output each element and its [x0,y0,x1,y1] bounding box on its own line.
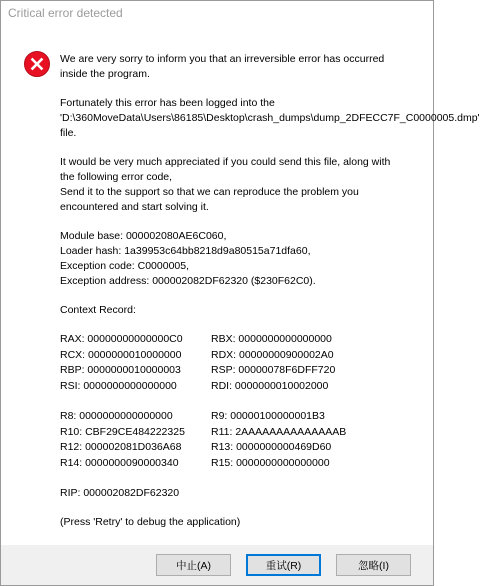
register-value: R13: 0000000000469D60 [211,441,332,453]
request-text: It would be very much appreciated if you could send this file, along with the following error code, Send it to the support so that we can reproduce the problem you encountered and start solving it. [60,156,391,213]
register-value: R8: 0000000000000000 [60,410,173,422]
register-value: R15: 0000000000000000 [211,456,330,469]
register-value: R9: 00000100000001B3 [211,410,325,422]
register-value: R12: 000002081D036A68 [60,441,182,453]
register-value: RSI: 0000000000000000 [60,379,177,392]
title-bar[interactable] [1,1,433,27]
intro-text: We are very sorry to inform you that an irreversible error has occurred inside the program. [60,53,388,80]
ignore-button[interactable]: 忽略(I) [336,554,411,576]
register-value: RBP: 0000000010000003 [60,364,181,376]
register-value: RAX: 00000000000000C0 [60,333,183,345]
register-value: RSP: 00000078F6DFF720 [211,364,336,376]
abort-button[interactable]: 中止(A) [156,554,231,576]
register-value: R11: 2AAAAAAAAAAAAAAB [211,425,347,438]
register-group-extended [60,409,400,471]
register-value: R14: 0000000090000340 [60,456,179,469]
context-record-label: Context Record: [60,304,136,316]
register-value: R10: CBF29CE484222325 [60,425,185,438]
button-bar [1,545,433,585]
exception-details: Module base: 000002080AE6C060, Loader hash: 1a39953c64bb8218d9a80515a71dfa60, Exception code: C0000005, Exception address: 000002082DF62320 ($230F62C0). [60,230,316,287]
register-group-general [60,332,400,394]
register-value: RDX: 00000000900002A0 [211,348,334,361]
error-icon [24,51,50,77]
register-value: RBX: 0000000000000000 [211,333,332,345]
register-value: RDI: 0000000010002000 [211,379,329,392]
retry-button[interactable]: 重试(R) [246,554,321,576]
log-location-text: Fortunately this error has been logged into the 'D:\360MoveData\Users\86185\Desktop\crash_dumps\dump_2DFECC7F_C0000005.dmp' file. [60,97,480,139]
register-value: RCX: 0000000010000000 [60,348,182,361]
window-title: Critical error detected [8,6,123,20]
error-message [60,52,480,544]
dialog-content [1,27,480,545]
rip-register: RIP: 000002082DF62320 [60,487,180,499]
retry-hint: (Press 'Retry' to debug the application) [60,516,241,528]
